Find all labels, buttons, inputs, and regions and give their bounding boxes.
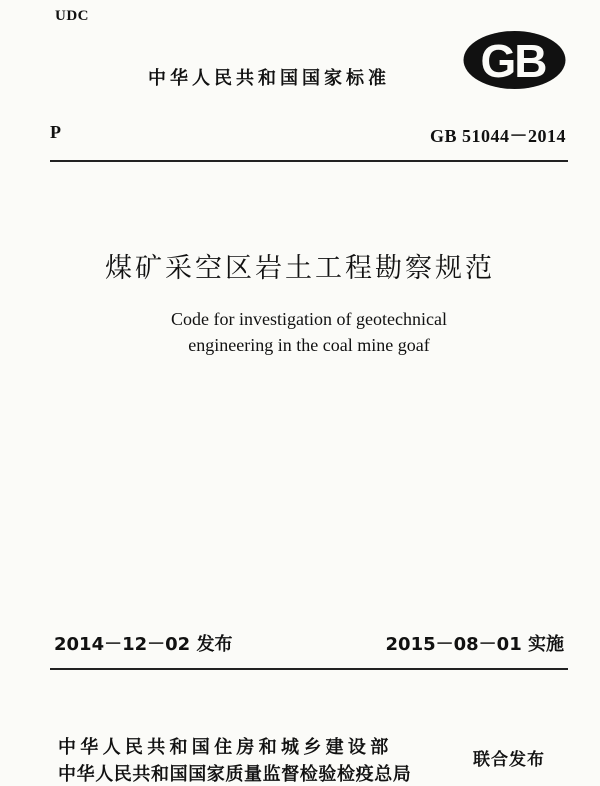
- joint-issue-label: 联合发布: [473, 750, 545, 770]
- issue-date: 2014－12－02 发布: [54, 634, 233, 655]
- title-english: [0, 306, 600, 358]
- publisher-aqsiq: 中华人民共和国国家质量监督检验检疫总局: [58, 764, 412, 785]
- udc-label: UDC: [55, 8, 89, 24]
- publisher-ministry: 中华人民共和国住房和城乡建设部: [58, 737, 393, 758]
- bottom-divider: [50, 668, 568, 670]
- implementation-date: 2015－08－01 实施: [385, 634, 564, 655]
- standard-type-label: 中华人民共和国国家标准: [148, 68, 390, 89]
- standard-number: GB 51044－2014: [429, 126, 566, 146]
- title-chinese: 煤矿采空区岩土工程勘察规范: [105, 253, 495, 284]
- title-english-line1: Code for investigation of geotechnical: [171, 309, 447, 329]
- category-code: P: [50, 122, 61, 142]
- gb-logo-text: GB: [480, 35, 546, 87]
- top-divider: [50, 160, 568, 162]
- gb-logo-icon: [462, 30, 567, 90]
- title-english-line2: engineering in the coal mine goaf: [188, 335, 430, 355]
